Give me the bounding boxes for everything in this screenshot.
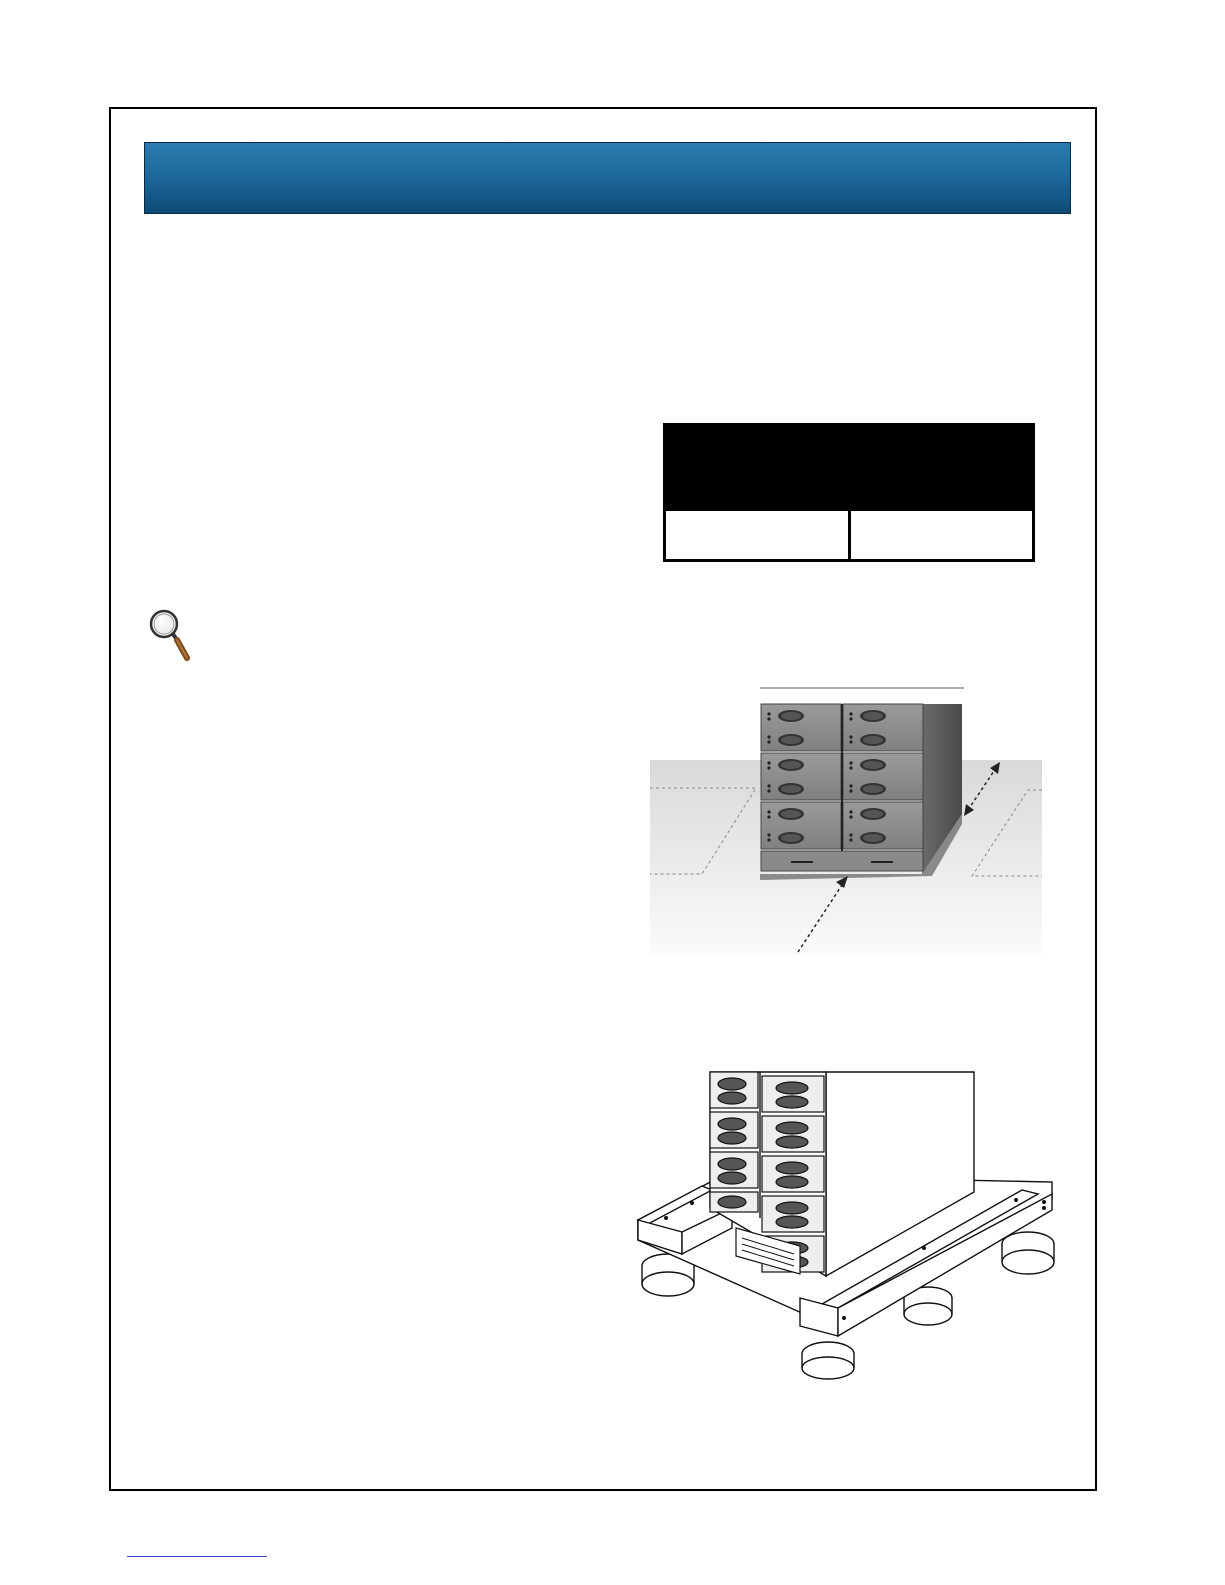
footer-link-underline (127, 1556, 267, 1557)
table-header-cell (849, 425, 1034, 510)
table-cell (849, 510, 1034, 561)
table-header-cell (665, 425, 850, 510)
magnifying-glass-icon (147, 605, 195, 665)
table-row (665, 510, 1034, 561)
spec-table (663, 423, 1035, 562)
ups-cabinet-clearance-illustration (650, 684, 1042, 956)
ups-cabinet-floor-stand-illustration (632, 1068, 1062, 1380)
table-cell (665, 510, 850, 561)
title-banner (144, 142, 1071, 214)
table-header-row (665, 425, 1034, 510)
